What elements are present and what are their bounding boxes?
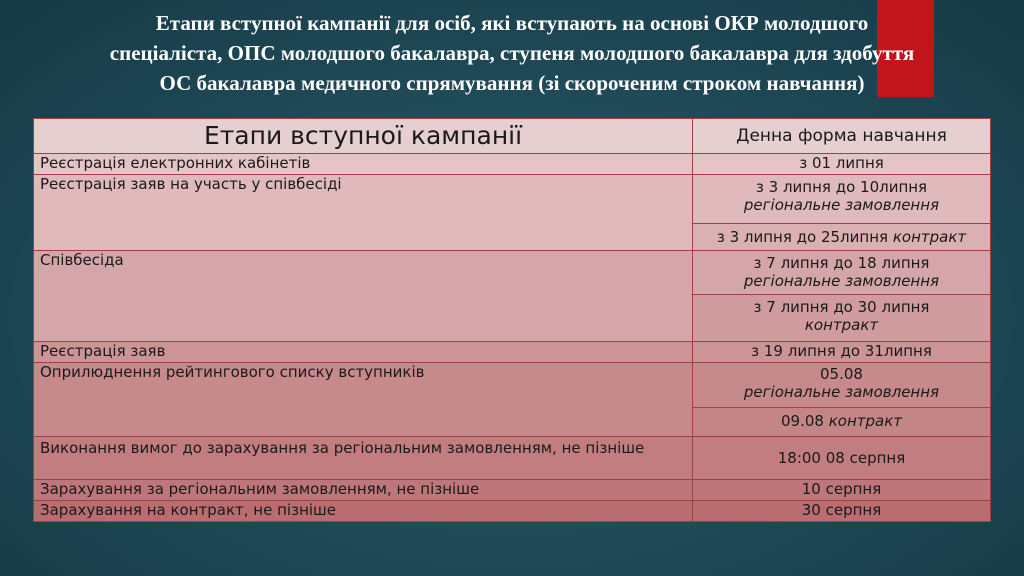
table-row	[34, 501, 991, 522]
date-text: з 7 липня до 30 липня	[753, 298, 930, 316]
table-row	[34, 363, 991, 408]
title-line-1: Етапи вступної кампанії для осіб, які вступають на основі ОКР молодшого	[155, 11, 869, 35]
slide-title	[30, 8, 994, 98]
header-form: Денна форма навчання	[693, 119, 991, 154]
table-header-row	[34, 119, 991, 154]
table-row	[34, 175, 991, 224]
table-row	[34, 437, 991, 480]
stage-cell: Виконання вимог до зарахування за регіональним замовленням, не пізніше	[34, 437, 693, 480]
stage-cell: Зарахування на контракт, не пізніше	[34, 501, 693, 522]
stage-cell: Реєстрація заяв на участь у співбесіді	[34, 175, 693, 251]
date-cell: 10 серпня	[693, 480, 991, 501]
date-text: з 3 липня до 10липня	[755, 178, 928, 196]
date-text: з 3 липня до 25липня	[716, 228, 889, 246]
date-cell	[693, 251, 991, 295]
date-cell	[693, 224, 991, 251]
date-note: контракт	[828, 412, 903, 430]
title-line-3: ОС бакалавра медичного спрямування (зі скороченим строком навчання)	[159, 71, 865, 95]
date-note: контракт	[892, 228, 967, 246]
table-row	[34, 154, 991, 175]
date-cell	[693, 408, 991, 437]
table-row	[34, 342, 991, 363]
table-row	[34, 480, 991, 501]
admission-schedule-table	[33, 118, 991, 522]
date-cell: з 19 липня до 31липня	[693, 342, 991, 363]
stage-cell: Зарахування за регіональним замовленням, не пізніше	[34, 480, 693, 501]
title-line-2: спеціаліста, ОПС молодшого бакалавра, ступеня молодшого бакалавра для здобуття	[109, 41, 915, 65]
date-text: 09.08	[780, 412, 824, 430]
stage-cell: Реєстрація електронних кабінетів	[34, 154, 693, 175]
date-cell: з 01 липня	[693, 154, 991, 175]
date-note: регіональне замовлення	[743, 272, 940, 290]
date-note: контракт	[804, 316, 879, 334]
date-cell: 30 серпня	[693, 501, 991, 522]
header-stages: Етапи вступної кампанії	[34, 119, 693, 154]
date-cell	[693, 295, 991, 342]
stage-cell: Реєстрація заяв	[34, 342, 693, 363]
date-cell: 18:00 08 серпня	[693, 437, 991, 480]
date-text: 05.08	[820, 365, 863, 383]
date-note: регіональне замовлення	[743, 383, 940, 401]
table-row	[34, 251, 991, 295]
date-cell	[693, 175, 991, 224]
date-text: з 7 липня до 18 липня	[753, 254, 930, 272]
stage-cell: Співбесіда	[34, 251, 693, 342]
stage-cell: Оприлюднення рейтингового списку вступників	[34, 363, 693, 437]
date-note: регіональне замовлення	[743, 196, 940, 214]
date-cell	[693, 363, 991, 408]
